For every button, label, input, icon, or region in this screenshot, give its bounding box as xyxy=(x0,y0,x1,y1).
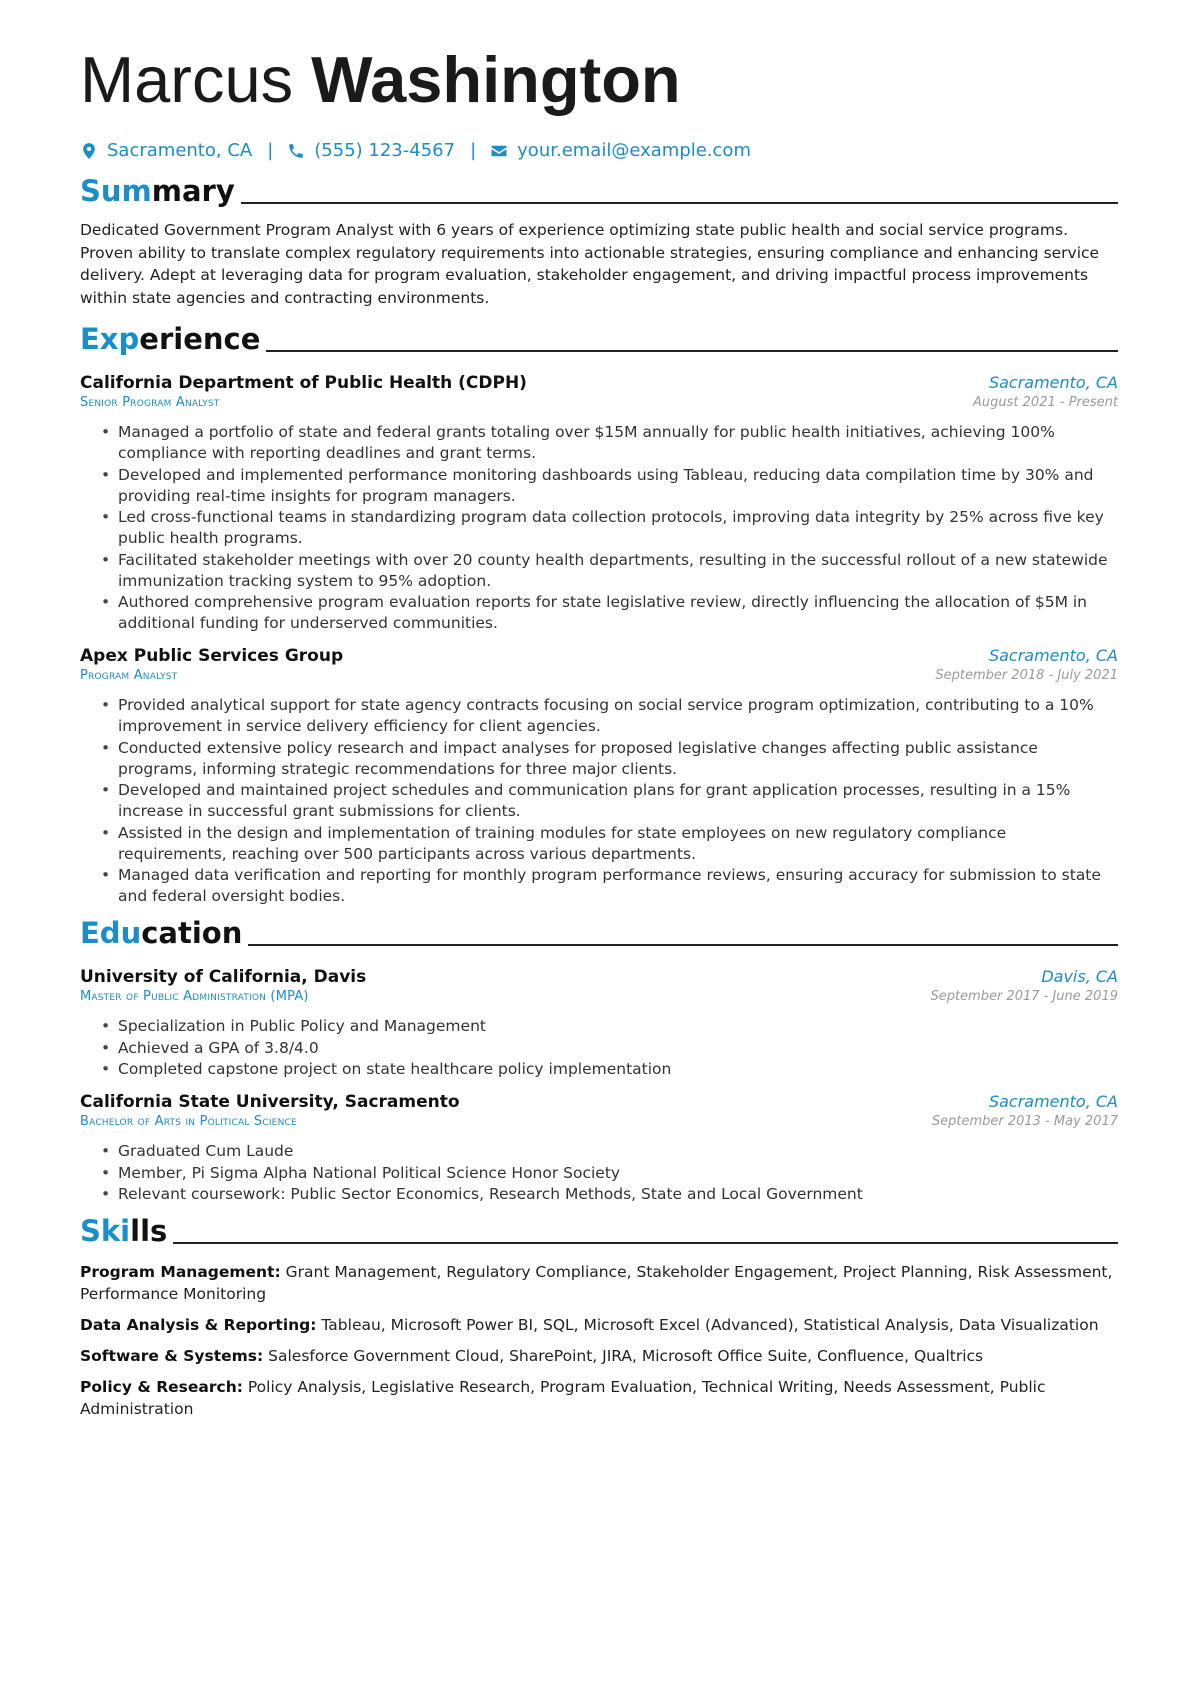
degree-name: Master of Public Administration (MPA) xyxy=(80,989,309,1004)
contact-email[interactable] xyxy=(490,140,751,161)
list-item: • Specialization in Public Policy and Management xyxy=(118,1016,1118,1037)
institution-name: University of California, Davis xyxy=(80,967,367,987)
skill-category: Data Analysis & Reporting: xyxy=(80,1316,317,1334)
last-name: Washington xyxy=(311,43,681,116)
summary-text: Dedicated Government Program Analyst with 6 years of experience optimizing state public health and social service programs. Proven ability to translate complex regulatory requirements into actionable strategies, ensuring compliance and enhancing service delivery. Adept at leveraging data for program evaluation, stakeholder engagement, and driving impactful process improvements within state agencies and contracting environments. xyxy=(80,221,1100,307)
list-item: • Managed data verification and reporting for monthly program performance reviews, ensuring accuracy for submission to state and federal oversight bodies. xyxy=(118,865,1118,907)
list-item: • Provided analytical support for state agency contracts focusing on social service program optimization, contributing to a 10% improvement in service delivery efficiency for client agencies. xyxy=(118,695,1118,737)
job-title: Program Analyst xyxy=(80,668,178,683)
entry-location: Davis, CA xyxy=(1041,967,1118,986)
list-item: • Graduated Cum Laude xyxy=(118,1141,1118,1162)
skill-category: Program Management: xyxy=(80,1263,281,1281)
skills-heading xyxy=(80,1213,1118,1249)
section-title: Summary xyxy=(80,174,235,208)
skill-items: Tableau, Microsoft Power BI, SQL, Microsoft Excel (Advanced), Statistical Analysis, Data Visualization xyxy=(321,1316,1099,1334)
entry-location: Sacramento, CA xyxy=(988,1092,1118,1111)
section-divider xyxy=(248,944,1118,946)
degree-name: Bachelor of Arts in Political Science xyxy=(80,1114,297,1129)
bullet-list xyxy=(80,1141,1118,1205)
section-title: Education xyxy=(80,916,243,950)
section-divider xyxy=(173,1242,1118,1244)
organization-name: California Department of Public Health (CDPH) xyxy=(80,373,527,393)
first-name: Marcus xyxy=(80,43,294,116)
entry-location: Sacramento, CA xyxy=(988,646,1118,665)
skill-line xyxy=(80,1314,1118,1336)
bullet-list xyxy=(80,695,1118,907)
entry-dates: September 2013 - May 2017 xyxy=(931,1114,1118,1129)
list-item: • Completed capstone project on state healthcare policy implementation xyxy=(118,1059,1118,1080)
education-entry xyxy=(80,967,1118,1080)
contact-separator: | xyxy=(470,140,477,161)
envelope-icon xyxy=(490,142,508,160)
skills-list xyxy=(80,1261,1118,1420)
bullet-list xyxy=(80,422,1118,634)
section-title: Experience xyxy=(80,322,261,356)
section-divider xyxy=(241,202,1118,204)
institution-name: California State University, Sacramento xyxy=(80,1092,460,1112)
list-item: • Led cross-functional teams in standardizing program data collection protocols, improving data integrity by 25% across five key public health programs. xyxy=(118,507,1118,549)
skill-items: Grant Management, Regulatory Compliance, Stakeholder Engagement, Project Planning, Risk Assessment, Performance Monitoring xyxy=(80,1263,1113,1303)
skill-category: Software & Systems: xyxy=(80,1347,264,1365)
list-item: • Achieved a GPA of 3.8/4.0 xyxy=(118,1038,1118,1059)
contact-phone xyxy=(287,140,455,161)
candidate-name xyxy=(80,38,1118,122)
section-title: Skills xyxy=(80,1214,168,1248)
summary-heading xyxy=(80,173,1118,209)
experience-entry xyxy=(80,373,1118,634)
location-text: Sacramento, CA xyxy=(107,140,253,161)
entry-location: Sacramento, CA xyxy=(988,373,1118,392)
contact-location xyxy=(80,140,252,161)
bullet-list xyxy=(80,1016,1118,1080)
map-pin-icon xyxy=(80,142,98,160)
experience-entry xyxy=(80,646,1118,907)
list-item: • Developed and implemented performance monitoring dashboards using Tableau, reducing data compilation time by 30% and providing real-time insights for program managers. xyxy=(118,465,1118,507)
section-divider xyxy=(266,350,1118,352)
list-item: • Relevant coursework: Public Sector Economics, Research Methods, State and Local Government xyxy=(118,1184,1118,1205)
education-entry xyxy=(80,1092,1118,1205)
job-title: Senior Program Analyst xyxy=(80,395,220,410)
skill-line xyxy=(80,1345,1118,1367)
list-item: • Facilitated stakeholder meetings with over 20 county health departments, resulting in the successful rollout of a new statewide immunization tracking system to 95% adoption. xyxy=(118,550,1118,592)
skill-line xyxy=(80,1261,1118,1305)
contact-separator: | xyxy=(267,140,274,161)
email-link[interactable]: your.email@example.com xyxy=(517,140,751,161)
list-item: • Managed a portfolio of state and federal grants totaling over $15M annually for public health initiatives, achieving 100% compliance with reporting deadlines and grant terms. xyxy=(118,422,1118,464)
list-item: • Authored comprehensive program evaluation reports for state legislative review, directly influencing the allocation of $5M in additional funding for underserved communities. xyxy=(118,592,1118,634)
phone-text: (555) 123-4567 xyxy=(314,140,456,161)
list-item: • Member, Pi Sigma Alpha National Political Science Honor Society xyxy=(118,1163,1118,1184)
skill-line xyxy=(80,1376,1118,1420)
entry-dates: August 2021 - Present xyxy=(973,395,1118,410)
list-item: • Conducted extensive policy research and impact analyses for proposed legislative changes affecting public assistance programs, informing strategic recommendations for three major clients. xyxy=(118,738,1118,780)
entry-dates: September 2017 - June 2019 xyxy=(930,989,1118,1004)
skill-category: Policy & Research: xyxy=(80,1378,243,1396)
list-item: • Developed and maintained project schedules and communication plans for grant application processes, resulting in a 15% increase in successful grant submissions for clients. xyxy=(118,780,1118,822)
phone-icon xyxy=(287,142,305,160)
list-item: • Assisted in the design and implementation of training modules for state employees on new regulatory compliance requirements, reaching over 500 participants across various departments. xyxy=(118,823,1118,865)
organization-name: Apex Public Services Group xyxy=(80,646,344,666)
education-heading xyxy=(80,915,1118,951)
contact-bar xyxy=(80,140,1118,161)
experience-heading xyxy=(80,321,1118,357)
skill-items: Policy Analysis, Legislative Research, Program Evaluation, Technical Writing, Needs Assessment, Public Administration xyxy=(80,1378,1046,1418)
skill-items: Salesforce Government Cloud, SharePoint, JIRA, Microsoft Office Suite, Confluence, Qualtrics xyxy=(268,1347,984,1365)
entry-dates: September 2018 - July 2021 xyxy=(935,668,1118,683)
